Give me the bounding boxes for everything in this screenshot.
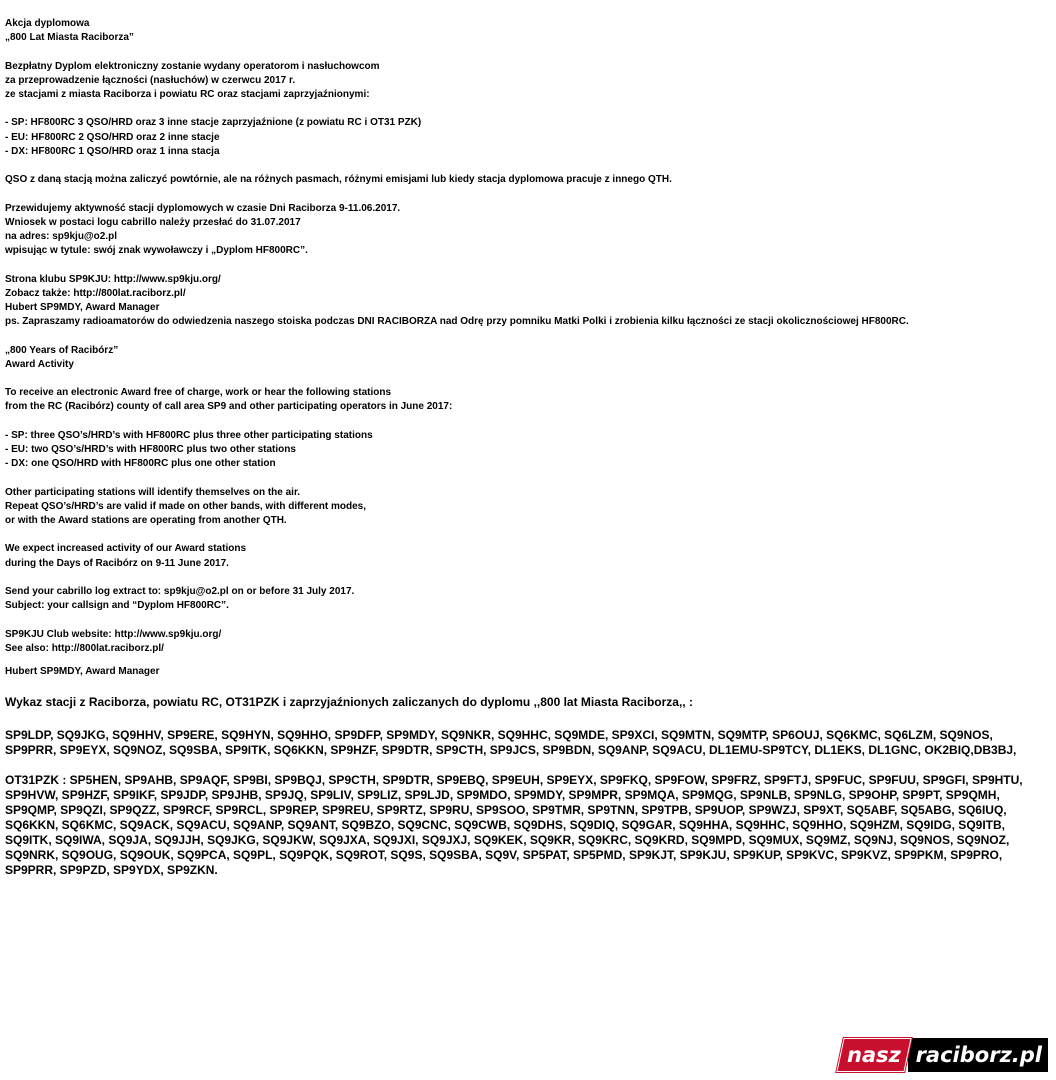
text-line: za przeprowadzenie łączności (nasłuchów) w czerwcu 2017 r. — [5, 74, 296, 86]
document-body — [5, 17, 1045, 893]
polish-club-info — [5, 273, 1045, 330]
text-line: from the RC (Racibórz) county of call area SP9 and other participating operators in June 2017: — [5, 401, 453, 413]
text-line: „800 Years of Racibórz” — [5, 344, 119, 356]
logo-domain-part — [908, 1038, 1048, 1072]
text-line: ps. Zapraszamy radioamatorów do odwiedzenia naszego stoiska podczas DNI RACIBORZA nad Odrę przy pomniku Matki Polki i zrobienia kilku łączności ze stacji okolicznościowej HF800RC. — [5, 316, 909, 328]
logo-nasz-text: nasz — [846, 1043, 901, 1067]
local-callsigns: SP9LDP, SQ9JKG, SQ9HHV, SP9ERE, SQ9HYN, SQ9HHO, SP9DFP, SP9MDY, SQ9NKR, SQ9HHC, SQ9MDE, SP9XCI, SQ9MTN, SQ9MTP, SP6OUJ, SQ6KMC, SQ6LZM, SQ9NOS, SP9PRR, SP9EYX, SQ9NOZ, SQ9SBA, SP9ITK, SQ6KKN, SP9HZF, SP9DTR, SP9CTH, SP9JCS, SP9BDN, SQ9ANP, SQ9ACU, DL1EMU-SP9TCY, DL1EKS, DL1GNC, OK2BIQ,DB3BJ, — [5, 728, 1017, 758]
text-line: Subject: your callsign and “Dyplom HF800RC”. — [5, 600, 229, 612]
text-line: SP9KJU Club website: http://www.sp9kju.org/ — [5, 628, 222, 640]
naszraciborz-logo — [840, 1038, 1048, 1072]
logo-nasz-part — [836, 1038, 911, 1072]
logo-domain-text: raciborz.pl — [915, 1043, 1042, 1067]
english-title — [5, 344, 1045, 372]
text-line: - SP: three QSO’s/HRD’s with HF800RC plus three other participating stations — [5, 429, 373, 441]
english-intro — [5, 386, 1045, 414]
text-line: - DX: one QSO/HRD with HF800RC plus one other station — [5, 458, 276, 470]
text-line: ze stacjami z miasta Raciborza i powiatu RC oraz stacjami zaprzyjaźnionymi: — [5, 89, 370, 100]
text-line: Repeat QSO’s/HRD’s are valid if made on other bands, with different modes, — [5, 500, 366, 512]
polish-title — [5, 17, 1045, 45]
english-send — [5, 585, 1045, 613]
text-line: Bezpłatny Dyplom elektroniczny zostanie wydany operatorom i nasłuchowcom — [5, 60, 380, 72]
text-line: - EU: HF800RC 2 QSO/HRD oraz 2 inne stacje — [5, 131, 220, 143]
text-line: wpisując w tytule: swój znak wywoławczy i „Dyplom HF800RC”. — [5, 245, 308, 257]
text-line: - SP: HF800RC 3 QSO/HRD oraz 3 inne stacje zaprzyjaźnione (z powiatu RC i OT31 PZK) — [5, 117, 422, 129]
text-line: during the Days of Racibórz on 9-11 June 2017. — [5, 557, 229, 569]
polish-intro — [5, 60, 1045, 103]
text-line: or with the Award stations are operating from another QTH. — [5, 514, 287, 526]
text-line: QSO z daną stacją można zaliczyć powtórnie, ale na różnych pasmach, różnymi emisjami lub kiedy stacja dyplomowa pracuje z innego QTH. — [5, 174, 672, 186]
text-line: Send your cabrillo log extract to: sp9kju@o2.pl on or before 31 July 2017. — [5, 585, 355, 597]
text-line: Award Activity — [5, 358, 74, 370]
text-line: Hubert SP9MDY, Award Manager — [5, 665, 160, 677]
english-club-info — [5, 628, 1045, 656]
text-line: Other participating stations will identify themselves on the air. — [5, 486, 301, 498]
station-list-heading: Wykaz stacji z Raciborza, powiatu RC, OT31PZK i zaprzyjaźnionych zaliczanych do dyplomu ,,800 lat Miasta Raciborza,, : — [5, 695, 693, 710]
text-line: Akcja dyplomowa — [5, 18, 90, 29]
text-line: Wniosek w postaci logu cabrillo należy przesłać do 31.07.2017 — [5, 216, 301, 228]
text-line: See also: http://800lat.raciborz.pl/ — [5, 642, 164, 654]
text-line: We expect increased activity of our Award stations — [5, 543, 247, 555]
text-line: „800 Lat Miasta Raciborza” — [5, 32, 134, 44]
english-expect — [5, 542, 1045, 570]
ot31pzk-callsigns: OT31PZK : SP5HEN, SP9AHB, SP9AQF, SP9BI, SP9BQJ, SP9CTH, SP9DTR, SP9EBQ, SP9EUH, SP9EYX, SP9FKQ, SP9FOW, SP9FRZ, SP9FTJ, SP9FUC, SP9FUU, SP9GFI, SP9HTU, SP9HVW, SP9HZF, SP9IKF, SP9JDP, SP9JHB, SP9JQ, SP9LIV, SP9LIZ, SP9LJD, SP9MDO, SP9MDY, SP9MPR, SP9MQA, SP9MQG, SP9NLB, SP9NLG, SP9OHP, SP9PT, SP9QMH, SP9QMP, SP9QZI, SP9QZZ, SP9RCF, SP9RCL, SP9REP, SP9REU, SP9RTZ, SP9RU, SP9SOO, SP9TMR, SP9TNN, SP9TPB, SP9UOP, SP9WZJ, SP9XT, SQ5ABF, SQ5ABG, SQ6IUQ, SQ6KKN, SQ6KMC, SQ9ACK, SQ9ACU, SQ9ANP, SQ9ANT, SQ9BZO, SQ9CNC, SQ9CWB, SQ9DHS, SQ9DIQ, SQ9GAR, SQ9HHA, SQ9HHC, SQ9HHO, SQ9HZM, SQ9IDG, SQ9ITB, SQ9ITK, SQ9IWA, SQ9JA, SQ9JJH, SQ9JKG, SQ9JKW, SQ9JXA, SQ9JXI, SQ9JXJ, SQ9KEK, SQ9KR, SQ9KRC, SQ9KRD, SQ9MPD, SQ9MUX, SQ9MZ, SQ9NJ, SQ9NOS, SQ9NOZ, SQ9NRK, SQ9OUG, SQ9OUK, SQ9PCA, SQ9PL, SQ9PQK, SQ9ROT, SQ9S, SQ9SBA, SQ9V, SP5PAT, SP5PMD, SP9KJT, SP9KJU, SP9KUP, SP9KVC, SP9KVZ, SP9PKM, SP9PRO, SP9PRR, SP9PZD, SP9YDX, SP9ZKN. — [5, 773, 1023, 878]
english-rules — [5, 429, 1045, 472]
text-line: Strona klubu SP9KJU: http://www.sp9kju.org/ — [5, 273, 221, 285]
text-line: na adres: sp9kju@o2.pl — [5, 230, 118, 242]
text-line: - DX: HF800RC 1 QSO/HRD oraz 1 inna stacja — [5, 145, 220, 157]
text-line: To receive an electronic Award free of charge, work or hear the following stations — [5, 387, 392, 399]
polish-rules — [5, 116, 1045, 159]
polish-activity — [5, 202, 1045, 259]
text-line: Zobacz także: http://800lat.raciborz.pl/ — [5, 287, 186, 299]
text-line: - EU: two QSO’s/HRD’s with HF800RC plus two other stations — [5, 443, 296, 455]
english-award-manager — [5, 665, 1045, 679]
polish-repeat-note — [5, 173, 1045, 187]
english-other-stations — [5, 486, 1045, 529]
text-line: Przewidujemy aktywność stacji dyplomowych w czasie Dni Raciborza 9-11.06.2017. — [5, 202, 401, 214]
text-line: Hubert SP9MDY, Award Manager — [5, 301, 160, 313]
